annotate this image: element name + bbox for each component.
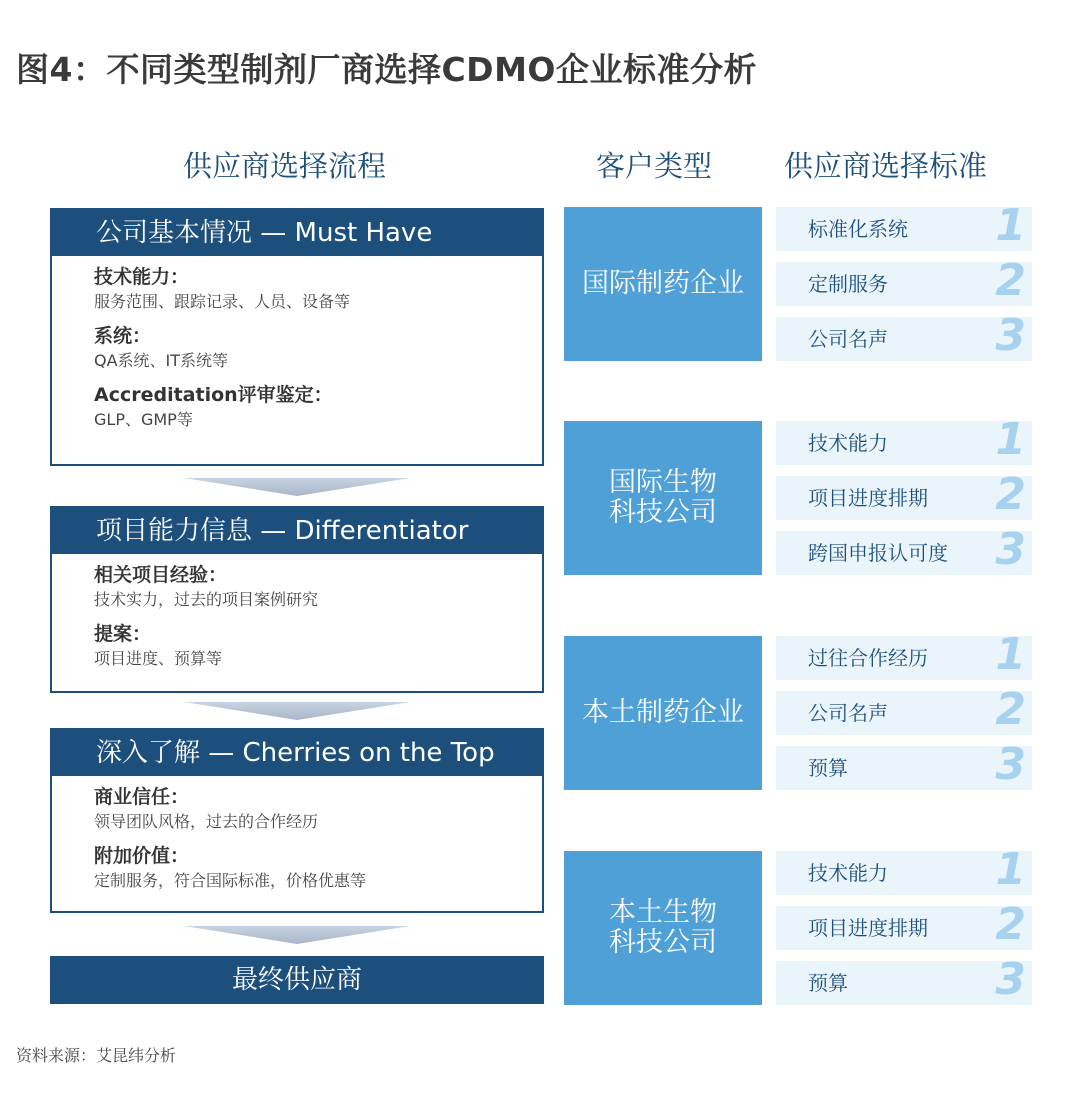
item-title: 技术能力： — [94, 266, 190, 288]
item-title: 商业信任： — [94, 786, 190, 808]
item-title: Accreditation评审鉴定： — [94, 384, 333, 406]
criterion-label: 技术能力 — [808, 861, 888, 885]
criterion-number: 2 — [995, 469, 1026, 520]
step-title: 项目能力信息 — Differentiator — [52, 508, 542, 554]
item-desc: 定制服务，符合国际标准，价格优惠等 — [94, 871, 367, 890]
customer-type-label: 国际制药企业 — [582, 268, 744, 299]
criterion-number: 3 — [995, 310, 1026, 361]
process-step-2 — [50, 506, 544, 693]
criterion-label: 定制服务 — [808, 272, 888, 296]
customer-type-label: 本土生物科技公司 — [609, 897, 717, 958]
criterion-label: 公司名声 — [808, 327, 888, 351]
process-step-1 — [50, 208, 544, 466]
process-header: 供应商选择流程 — [183, 149, 387, 183]
criterion-number: 3 — [995, 739, 1026, 790]
criterion-number: 2 — [995, 255, 1026, 306]
flow-arrow — [184, 702, 410, 720]
criterion — [776, 310, 1032, 361]
flow-arrow — [184, 926, 410, 944]
customer-type-label: 国际生物科技公司 — [609, 467, 717, 528]
criterion-number: 1 — [995, 844, 1026, 895]
criterion-label: 技术能力 — [808, 431, 888, 455]
customer-type-2 — [564, 421, 762, 575]
item-title: 系统： — [94, 325, 152, 347]
step-item — [94, 323, 542, 372]
criterion — [776, 200, 1032, 251]
criterion-label: 跨国申报认可度 — [808, 541, 948, 565]
criterion — [776, 524, 1032, 575]
item-desc: GLP、GMP等 — [94, 410, 193, 429]
criterion — [776, 629, 1032, 680]
criterion — [776, 469, 1032, 520]
item-desc: 技术实力，过去的项目案例研究 — [94, 590, 319, 609]
criterion-number: 1 — [995, 629, 1026, 680]
step-title: 深入了解 — Cherries on the Top — [52, 730, 542, 776]
item-title: 提案： — [94, 623, 152, 645]
process-step-3 — [50, 728, 544, 913]
step-item — [94, 382, 542, 431]
customer-type-label: 本土制药企业 — [582, 697, 744, 728]
figure-title: 图4：不同类型制剂厂商选择CDMO企业标准分析 — [16, 50, 757, 89]
final-supplier: 最终供应商 — [50, 956, 544, 1004]
source-note: 资料来源：艾昆纬分析 — [16, 1046, 177, 1065]
criterion — [776, 739, 1032, 790]
criterion — [776, 954, 1032, 1005]
criterion — [776, 844, 1032, 895]
criterion-label: 过往合作经历 — [808, 646, 928, 670]
criterion-number: 1 — [995, 414, 1026, 465]
step-item — [94, 784, 542, 833]
item-desc: QA系统、IT系统等 — [94, 351, 229, 370]
criterion-label: 标准化系统 — [808, 217, 908, 241]
step-item — [94, 843, 542, 892]
customer-type-4 — [564, 851, 762, 1005]
criterion-number: 2 — [995, 684, 1026, 735]
criterion — [776, 414, 1032, 465]
criterion-number: 3 — [995, 524, 1026, 575]
criterion-label: 项目进度排期 — [808, 486, 928, 510]
criterion-label: 预算 — [808, 971, 848, 995]
criterion-number: 2 — [995, 899, 1026, 950]
flow-arrow — [184, 478, 410, 496]
criterion-number: 1 — [995, 200, 1026, 251]
step-item — [94, 562, 542, 611]
step-item — [94, 264, 542, 313]
criterion-number: 3 — [995, 954, 1026, 1005]
criteria-header: 供应商选择标准 — [784, 149, 988, 183]
criterion — [776, 899, 1032, 950]
criterion-label: 预算 — [808, 756, 848, 780]
item-title: 相关项目经验： — [94, 564, 228, 586]
item-desc: 服务范围、跟踪记录、人员、设备等 — [94, 292, 351, 311]
customer-type-1 — [564, 207, 762, 361]
customer-type-header: 客户类型 — [596, 149, 713, 183]
criterion — [776, 684, 1032, 735]
customer-type-3 — [564, 636, 762, 790]
item-desc: 项目进度、预算等 — [94, 649, 223, 668]
criterion-label: 公司名声 — [808, 701, 888, 725]
criterion — [776, 255, 1032, 306]
step-title: 公司基本情况 — Must Have — [52, 210, 542, 256]
item-desc: 领导团队风格，过去的合作经历 — [94, 812, 319, 831]
step-item — [94, 621, 542, 670]
item-title: 附加价值： — [94, 845, 190, 867]
criterion-label: 项目进度排期 — [808, 916, 928, 940]
